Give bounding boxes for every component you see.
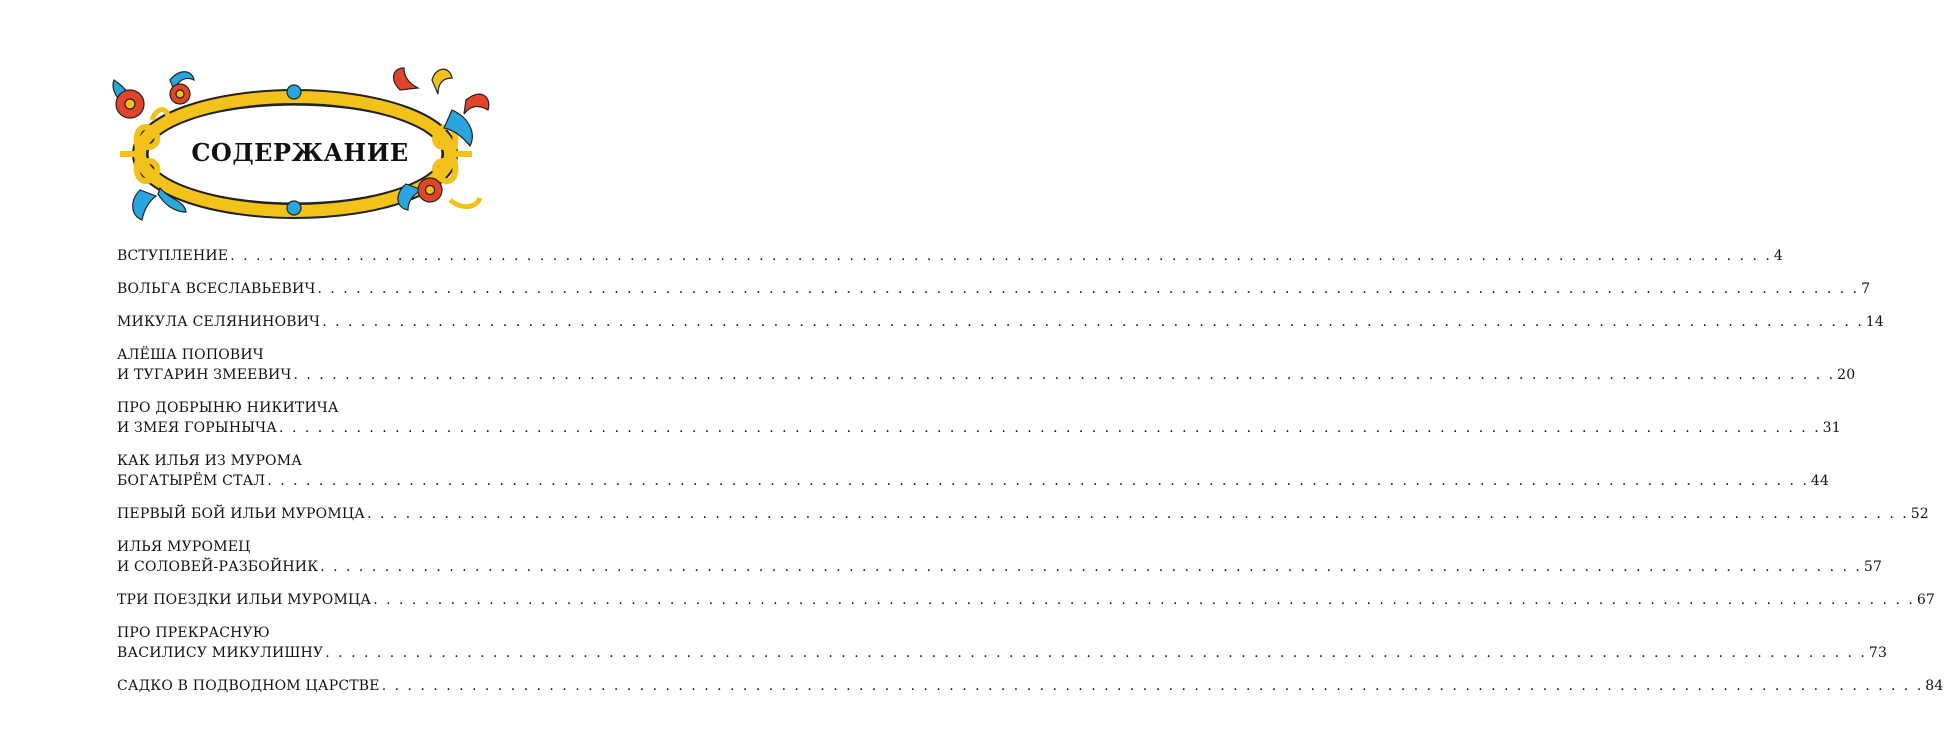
toc-entry-row (117, 676, 1944, 696)
toc-entry-title-line: САДКО В ПОДВОДНОМ ЦАРСТВЕ (117, 678, 380, 694)
toc-entry-title-line: ПРО ДОБРЫНЮ НИКИТИЧА (117, 400, 339, 416)
toc-entry[interactable] (117, 676, 1944, 696)
toc-page-number: 57 (1863, 559, 1883, 575)
dot-leader: . . . . . . . . . . . . . . . . . . . . . . . . . . . . . . . . . . . . . . . . . . . . . . . . . . . . . . . . . . . . . . . . . . . . . . . . . . . . . . . . . . . . . . . . . . . . . . . . . . . . . . . . . . . . . . . . . . . . . . . . (325, 645, 1867, 661)
toc-page-number: 67 (1916, 592, 1936, 608)
dot-leader: . . . . . . . . . . . . . . . . . . . . . . . . . . . . . . . . . . . . . . . . . . . . . . . . . . . . . . . . . . . . . . . . . . . . . . . . . . . . . . . . . . . . . . . . . . . . . . . . . . . . . . . . . . . . . . . . . . . . . . . . (293, 367, 1836, 383)
toc-entry-title-line: И ТУГАРИН ЗМЕЕВИЧ (117, 367, 292, 383)
toc-entry-row (117, 504, 1929, 524)
dot-leader: . . . . . . . . . . . . . . . . . . . . . . . . . . . . . . . . . . . . . . . . . . . . . . . . . . . . . . . . . . . . . . . . . . . . . . . . . . . . . . . . . . . . . . . . . . . . . . . . . . . . . . . . . . . . . . . . . . . . . . . . (317, 281, 1860, 297)
toc-entry-row (117, 246, 1783, 266)
toc-entry-title-line: МИКУЛА СЕЛЯНИНОВИЧ (117, 314, 321, 330)
toc-entry-title-line: И СОЛОВЕЙ-РАЗБОЙНИК (117, 559, 319, 575)
toc-entry-title-line: ВСТУПЛЕНИЕ (117, 248, 229, 264)
bottom-dot-icon (287, 201, 301, 215)
toc-entry[interactable] (117, 345, 1856, 385)
toc-page-number: 7 (1861, 281, 1871, 297)
toc-entry-title-line: БОГАТЫРЁМ СТАЛ (117, 473, 266, 489)
toc-entry[interactable] (117, 451, 1830, 491)
toc-page-number: 73 (1868, 645, 1888, 661)
toc-page-number: 52 (1910, 506, 1929, 522)
toc-entry[interactable] (117, 312, 1885, 332)
dot-leader: . . . . . . . . . . . . . . . . . . . . . . . . . . . . . . . . . . . . . . . . . . . . . . . . . . . . . . . . . . . . . . . . . . . . . . . . . . . . . . . . . . . . . . . . . . . . . . . . . . . . . . . . . . . . . . . . . . . . . . . . (320, 559, 1862, 575)
toc-entry[interactable] (117, 398, 1841, 438)
toc-entry-title-line: ТРИ ПОЕЗДКИ ИЛЬИ МУРОМЦА (117, 592, 372, 608)
dot-leader: . . . . . . . . . . . . . . . . . . . . . . . . . . . . . . . . . . . . . . . . . . . . . . . . . . . . . . . . . . . . . . . . . . . . . . . . . . . . . . . . . . . . . . . . . . . . . . . . . . . . . . . . . . . . . . . . . . . . . . . . (230, 248, 1772, 264)
toc-entry-row (117, 418, 1841, 438)
toc-entry[interactable] (117, 537, 1883, 577)
toc-entry[interactable] (117, 590, 1936, 610)
toc-entry-title-line: ВОЛЬГА ВСЕСЛАВЬЕВИЧ (117, 281, 316, 297)
toc-entry[interactable] (117, 504, 1929, 524)
toc-entry-row (117, 365, 1856, 385)
page-title: СОДЕРЖАНИЕ (191, 138, 409, 167)
table-of-contents (117, 246, 1944, 709)
toc-page-number: 4 (1773, 248, 1783, 264)
toc-entry-title-line: ПРО ПРЕКРАСНУЮ (117, 625, 270, 641)
toc-entry-row (117, 643, 1888, 663)
toc-page-number: 31 (1822, 420, 1841, 436)
toc-page-number: 84 (1925, 678, 1944, 694)
toc-entry-row (117, 590, 1936, 610)
toc-page-number: 14 (1865, 314, 1885, 330)
toc-entry-row (117, 279, 1871, 299)
toc-entry-row (117, 471, 1830, 491)
dot-leader: . . . . . . . . . . . . . . . . . . . . . . . . . . . . . . . . . . . . . . . . . . . . . . . . . . . . . . . . . . . . . . . . . . . . . . . . . . . . . . . . . . . . . . . . . . . . . . . . . . . . . . . . . . . . . . . . . . . . . . . . (279, 420, 1821, 436)
toc-entry-title-line: ВАСИЛИСУ МИКУЛИШНУ (117, 645, 324, 661)
title-cartouche (100, 60, 500, 230)
toc-entry-row (117, 557, 1883, 577)
dot-leader: . . . . . . . . . . . . . . . . . . . . . . . . . . . . . . . . . . . . . . . . . . . . . . . . . . . . . . . . . . . . . . . . . . . . . . . . . . . . . . . . . . . . . . . . . . . . . . . . . . . . . . . . . . . . . . . . . . . . . . . . (267, 473, 1809, 489)
toc-page-number: 20 (1837, 367, 1856, 383)
toc-entry-row (117, 312, 1885, 332)
dot-leader: . . . . . . . . . . . . . . . . . . . . . . . . . . . . . . . . . . . . . . . . . . . . . . . . . . . . . . . . . . . . . . . . . . . . . . . . . . . . . . . . . . . . . . . . . . . . . . . . . . . . . . . . . . . . . . . . . . . . . . . . (381, 678, 1924, 694)
toc-entry-title-line: И ЗМЕЯ ГОРЫНЫЧА (117, 420, 278, 436)
toc-entry[interactable] (117, 279, 1871, 299)
dot-leader: . . . . . . . . . . . . . . . . . . . . . . . . . . . . . . . . . . . . . . . . . . . . . . . . . . . . . . . . . . . . . . . . . . . . . . . . . . . . . . . . . . . . . . . . . . . . . . . . . . . . . . . . . . . . . . . . . . . . . . . . (367, 506, 1909, 522)
toc-entry-title-line: АЛЁША ПОПОВИЧ (117, 347, 264, 363)
dot-leader: . . . . . . . . . . . . . . . . . . . . . . . . . . . . . . . . . . . . . . . . . . . . . . . . . . . . . . . . . . . . . . . . . . . . . . . . . . . . . . . . . . . . . . . . . . . . . . . . . . . . . . . . . . . . . . . . . . . . . . . . (322, 314, 1864, 330)
toc-entry[interactable] (117, 246, 1783, 266)
top-dot-icon (287, 85, 301, 99)
toc-entry-title-line: ИЛЬЯ МУРОМЕЦ (117, 539, 251, 555)
dot-leader: . . . . . . . . . . . . . . . . . . . . . . . . . . . . . . . . . . . . . . . . . . . . . . . . . . . . . . . . . . . . . . . . . . . . . . . . . . . . . . . . . . . . . . . . . . . . . . . . . . . . . . . . . . . . . . . . . . . . . . . . (373, 592, 1915, 608)
toc-entry[interactable] (117, 623, 1888, 663)
toc-page-number: 44 (1810, 473, 1830, 489)
toc-entry-title-line: ПЕРВЫЙ БОЙ ИЛЬИ МУРОМЦА (117, 506, 366, 522)
toc-entry-title-line: КАК ИЛЬЯ ИЗ МУРОМА (117, 453, 303, 469)
